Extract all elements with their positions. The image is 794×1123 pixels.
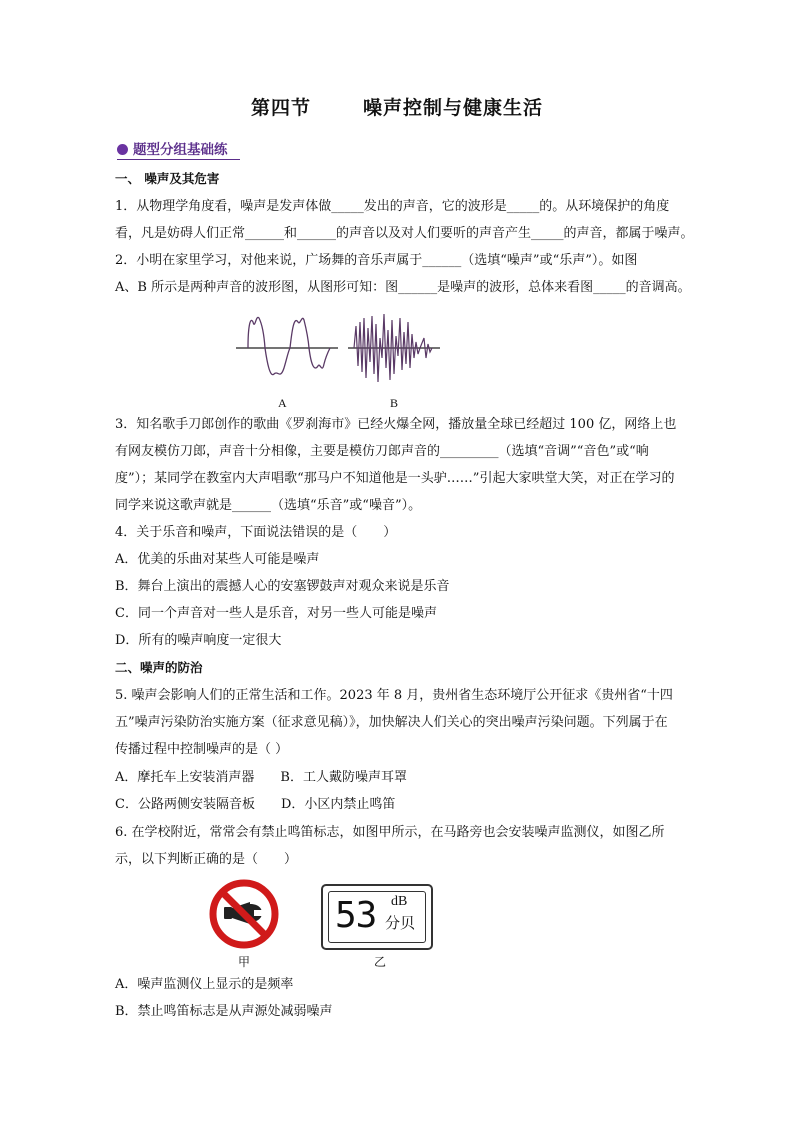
bullet-dot-icon <box>117 144 128 155</box>
question-1-line-2: 看，凡是妨碍人们正常______和______的声音以及对人们要听的声音产生_____的声音，都属于噪声。 <box>115 226 694 241</box>
waveform-caption-b: B <box>390 396 399 410</box>
tag-label: 题型分组基础练 <box>133 142 228 158</box>
question-4-stem: 4．关于乐音和噪声，下面说法错误的是（ ） <box>115 525 397 540</box>
waveform-figure <box>234 308 444 388</box>
exercise-group-tag <box>117 138 240 160</box>
question-3-line-2: 有网友模仿刀郎，声音十分相像，主要是模仿刀郎声音的_________（选填“音调”“音色”或“响 <box>115 444 649 459</box>
section-heading-1: 一、 噪声及其危害 <box>115 171 220 186</box>
question-6-option-a: A．噪声监测仪上显示的是频率 <box>115 977 294 992</box>
page-title <box>0 93 794 120</box>
noise-meter-display <box>321 884 433 950</box>
question-4-option-d: D．所有的噪声响度一定很大 <box>115 633 282 648</box>
question-2-line-1: 2．小明在家里学习，对他来说，广场舞的音乐声属于______（选填“噪声”或“乐声”）。如图 <box>115 253 638 268</box>
question-4-option-a: A．优美的乐曲对某些人可能是噪声 <box>115 552 320 567</box>
question-4-option-b: B．舞台上演出的震撼人心的安塞锣鼓声对观众来说是乐音 <box>115 579 450 594</box>
question-5-line-3: 传播过程中控制噪声的是（ ） <box>115 742 289 757</box>
question-5-line-1: 5. 噪声会影响人们的正常生活和工作。2023 年 8 月，贵州省生态环境厅公开征求《贵州省“十四 <box>115 688 673 703</box>
question-2-line-2: A、B 所示是两种声音的波形图，从图形可知：图______是噪声的波形，总体来看图_____的音调高。 <box>115 280 691 295</box>
question-5-options-ab: A．摩托车上安装消声器 B．工人戴防噪声耳罩 <box>115 770 407 785</box>
question-5-options-cd: C．公路两侧安装隔音板 D．小区内禁止鸣笛 <box>115 797 396 812</box>
title-topic: 噪声控制与健康生活 <box>363 97 544 119</box>
meter-reading: 53 <box>335 895 377 936</box>
title-section-number: 第四节 <box>250 97 311 119</box>
waveform-a <box>236 317 338 374</box>
waveform-caption-a: A <box>278 396 287 410</box>
question-3-line-4: 同学来说这歌声就是______（选填“乐音”或“噪音”）。 <box>115 498 422 513</box>
meter-unit-chinese: 分贝 <box>385 914 416 932</box>
waveform-b <box>348 314 440 382</box>
no-horn-sign-icon <box>208 878 280 950</box>
question-5-line-2: 五”噪声污染防治实施方案（征求意见稿）》，加快解决人们关心的突出噪声污染问题。下列属于在 <box>115 715 668 730</box>
sign-caption-jia: 甲 <box>238 955 251 969</box>
meter-unit: dB <box>391 894 408 909</box>
question-3-line-3: 度”）；某同学在教室内大声唱歌“那马户不知道他是一头驴……”引起大家哄堂大笑，对正在学习的 <box>115 471 675 486</box>
section-heading-2: 二、噪声的防治 <box>115 660 203 675</box>
question-4-option-c: C．同一个声音对一些人是乐音，对另一些人可能是噪声 <box>115 606 437 621</box>
question-3-line-1: 3．知名歌手刀郎创作的歌曲《罗刹海市》已经火爆全网，播放量全球已经超过 100 亿，网络上也 <box>115 417 677 432</box>
question-6-line-1: 6. 在学校附近，常常会有禁止鸣笛标志，如图甲所示，在马路旁也会安装噪声监测仪，如图乙所 <box>115 825 665 840</box>
question-1-line-1: 1．从物理学角度看，噪声是发声体做_____发出的声音，它的波形是_____的。从环境保护的角度 <box>115 199 670 214</box>
meter-caption-yi: 乙 <box>374 955 387 969</box>
question-6-line-2: 示，以下判断正确的是（ ） <box>115 852 298 867</box>
question-6-option-b: B．禁止鸣笛标志是从声源处减弱噪声 <box>115 1004 333 1019</box>
